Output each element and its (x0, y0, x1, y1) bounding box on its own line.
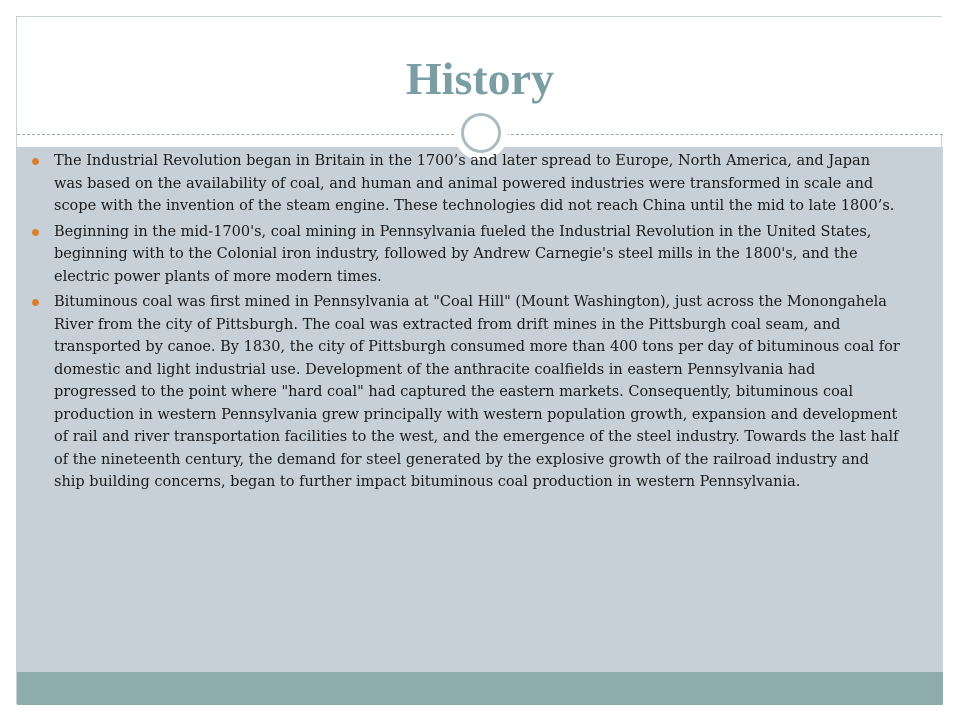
bullet-dot-icon (32, 229, 39, 236)
bullet-text: The Industrial Revolution began in Britain in the 1700’s and later spread to Europe, North America, and Japan was based on the availability of coal, and human and animal powered industries were transformed in scale and scope with the invention of the steam engine. These technologies did not reach China until the mid to late 1800’s. (54, 153, 895, 214)
bullet-item (32, 150, 902, 218)
footer-bar (17, 672, 943, 705)
bullet-text: Beginning in the mid-1700's, coal mining in Pennsylvania fueled the Industrial Revolution in the United States, beginning with to the Colonial iron industry, followed by Andrew Carnegie's steel mills in the 1800's, and the electric power plants of more modern times. (54, 223, 872, 285)
circle-ring (461, 113, 501, 153)
bullet-item (32, 291, 902, 494)
bullet-dot-icon (32, 299, 39, 306)
bullet-text: Bituminous coal was first mined in Pennsylvania at "Coal Hill" (Mount Washington), just across the Monongahela River from the city of Pittsburgh. The coal was extracted from drift mines in the Pittsburgh coal seam, and transported by canoe. By 1830, the city of Pittsburgh consumed more than 400 tons per day of bituminous coal for domestic and light industrial use. Development of the anthracite coalfields in eastern Pennsylvania had progressed to the point where "hard coal" had captured the eastern markets. Consequently, bituminous coal production in western Pennsylvania grew principally with western population growth, expansion and development of rail and river transportation facilities to the west, and the emergence of the steel industry. Towards the last half of the nineteenth century, the demand for steel generated by the explosive growth of the railroad industry and ship building concerns, began to further impact bituminous coal production in western Pennsylvania. (54, 294, 900, 490)
bullet-list (32, 150, 902, 497)
bullet-dot-icon (32, 158, 39, 165)
bullet-item (32, 221, 902, 289)
slide-title: History (405, 53, 555, 104)
